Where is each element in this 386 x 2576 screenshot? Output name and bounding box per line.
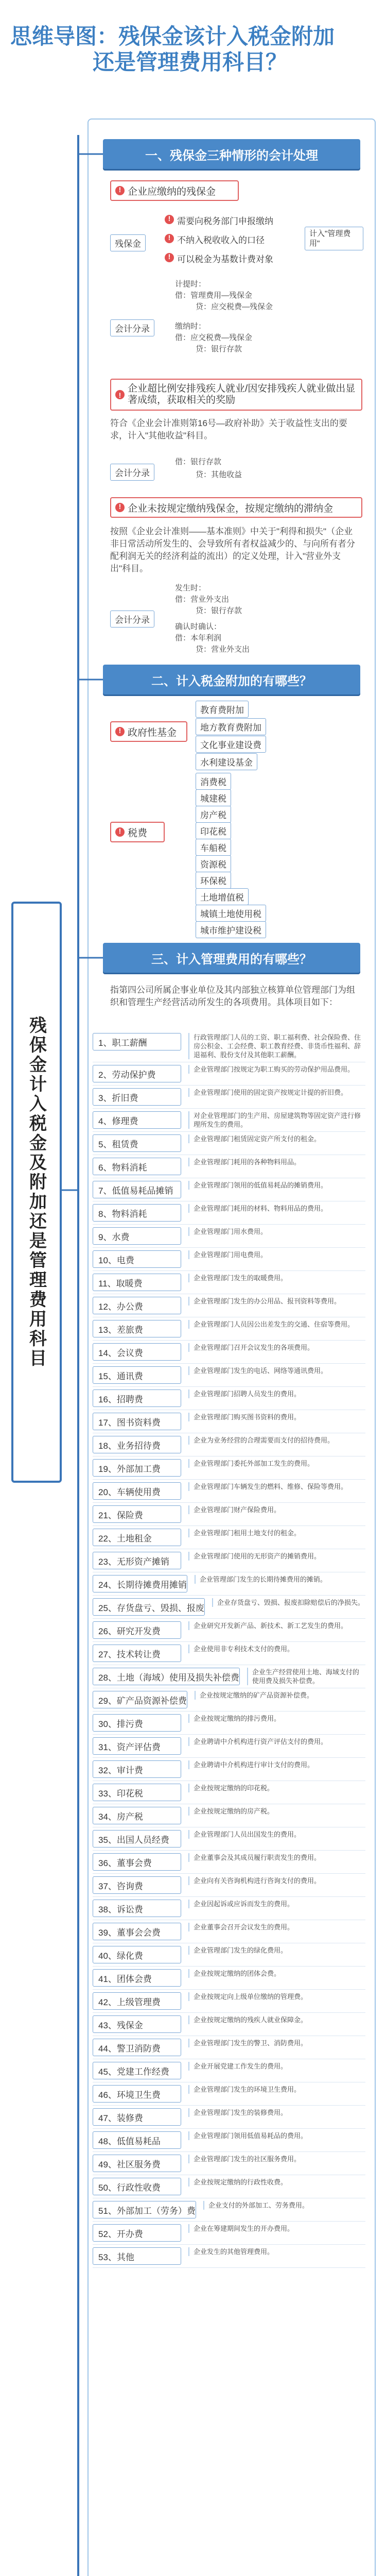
case-3-title: 企业未按规定缴纳残保金，按规定缴纳的滞纳金 (128, 503, 334, 514)
expense-item-row (93, 1132, 365, 1155)
root-node[interactable] (11, 902, 62, 1483)
expense-item-desc: 企业管理部门人员出国发生的费用。 (188, 1830, 365, 1839)
expense-item-row (93, 1225, 365, 1248)
expense-item-desc: 企业管理部门领用的低值易耗品的摊销费用。 (188, 1181, 365, 1190)
expense-item-desc: 企业研究开发新产品、新技术、新工艺发生的费用。 (188, 1621, 365, 1630)
expense-item-name[interactable]: 1、职工薪酬 (93, 1033, 181, 1050)
expense-item-row (93, 1920, 365, 1943)
expense-item-row (93, 1967, 365, 1990)
title-line-1: 思维导图：残保金该计入税金附加 (10, 24, 335, 48)
case-1-entry-2-2: 贷：银行存款 (196, 345, 242, 353)
expense-item-row (93, 1317, 365, 1341)
expense-item-name[interactable]: 17、图书资料费 (93, 1413, 181, 1430)
expense-item-desc: 企业管理部门领用低值易耗品的费用。 (188, 2131, 365, 2140)
case-1-title: 企业应缴纳的残保金 (128, 186, 216, 197)
expense-item-row (93, 2222, 365, 2245)
expense-item-name[interactable]: 31、资产评估费 (93, 1737, 181, 1755)
case-1-entry-2-1: 借：应交税费—残保金 (175, 333, 253, 342)
expense-item-name[interactable]: 6、物料消耗 (93, 1158, 181, 1175)
expense-item-name[interactable]: 35、出国人员经费 (93, 1830, 181, 1848)
expense-item-desc: 企业管理部门财产保险费用。 (188, 1505, 365, 1514)
expense-item-desc: 企业管理部门使用的固定资产按规定计提的折旧费。 (188, 1088, 365, 1097)
root-label: 残保金计入税金及附加还是管理费用科目 (26, 1016, 46, 1368)
case-1-title-box[interactable] (110, 180, 239, 201)
expense-item-name[interactable]: 30、排污费 (93, 1714, 181, 1732)
expense-item-row (93, 1990, 365, 2013)
case-3-entry-2-1: 借：本年利润 (175, 634, 222, 642)
expense-item-row (93, 1456, 365, 1480)
expense-item-name[interactable]: 2、劳动保护费 (93, 1065, 181, 1082)
tax-label: 税费 (128, 827, 148, 839)
expense-item-desc: 对企业管理部门的生产用、房屋建筑物等固定资产进行修理所发生的费用。 (188, 1111, 365, 1129)
expense-item-row (93, 2082, 365, 2106)
expense-item-desc: 企业管理部门使用的无形资产的摊销费用。 (188, 1552, 365, 1561)
expense-item-row (93, 2198, 365, 2222)
expense-item-desc: 企业按规定缴纳的团体会费。 (188, 1969, 365, 1978)
expense-item-name[interactable]: 16、招聘费 (93, 1389, 181, 1407)
expense-item-row (93, 2152, 365, 2175)
expense-item-name[interactable]: 26、研究开发费 (93, 1621, 181, 1639)
expense-item-desc: 企业管理部门发生的绿化费用。 (188, 1946, 365, 1955)
case-2-accounting[interactable]: 会计分录 (110, 464, 154, 481)
expense-item-row (93, 1062, 365, 1086)
expense-item-row (93, 1619, 365, 1642)
case-1-branch-2: !不纳入税收收入的口径 (165, 233, 265, 246)
expense-item-desc: 企业管理部门耗用的各种物料用品。 (188, 1158, 365, 1166)
expense-item-list (93, 1030, 365, 2268)
expense-item-name[interactable]: 14、会议费 (93, 1343, 181, 1361)
expense-item-row (93, 1248, 365, 1271)
expense-item-desc: 企业管理部门发生的警卫、消防费用。 (188, 2039, 365, 2047)
expense-item-row (93, 1549, 365, 1572)
expense-item-row (93, 1294, 365, 1317)
expense-item-name[interactable]: 7、低值易耗品摊销 (93, 1181, 181, 1198)
case-1-branch-1: !需要向税务部门申报缴纳 (165, 214, 273, 227)
warning-icon (115, 186, 125, 195)
expense-item-row (93, 1572, 365, 1596)
expense-item-row (93, 1665, 365, 1688)
expense-item-name[interactable]: 53、其他 (93, 2247, 181, 2265)
expense-item-row (93, 1526, 365, 1549)
expense-item-name[interactable]: 5、租赁费 (93, 1134, 181, 1152)
case-1-note: 计入"管理费用" (305, 227, 363, 250)
warning-icon (115, 503, 125, 512)
gov-fund-label: 政府性基金 (128, 727, 177, 738)
gov-fund-item: 水利建设基金 (196, 753, 257, 770)
expense-item-name[interactable]: 9、水费 (93, 1227, 181, 1245)
case-3-entry-1-1: 借：营业外支出 (175, 595, 230, 604)
case-1-accounting[interactable]: 会计分录 (110, 319, 154, 336)
expense-item-row (93, 1827, 365, 1851)
expense-item-name[interactable]: 41、团体会费 (93, 1969, 181, 1987)
expense-item-desc: 企业按规定向上级单位缴纳的管理费。 (188, 1992, 365, 2001)
warning-icon (115, 827, 125, 837)
expense-item-name[interactable]: 29、矿产品资源补偿费 (93, 1691, 187, 1708)
case-2-entry-0: 借：银行存款 (175, 457, 222, 466)
expense-item-row (93, 1897, 365, 1920)
expense-item-desc: 企业管理部门发生的办公用品、报刊资料等费用。 (188, 1297, 365, 1306)
expense-item-row (93, 2175, 365, 2198)
tax-item: 土地增值税 (196, 888, 249, 905)
expense-item-desc: 企业为业务经营的合理需要而支付的招待费用。 (188, 1436, 365, 1445)
expense-item-desc: 企业管理部门发生的电话、网络等通讯费用。 (188, 1366, 365, 1375)
expense-item-row (93, 1030, 365, 1062)
gov-fund-item: 地方教育费附加 (196, 718, 266, 735)
expense-item-row (93, 1758, 365, 1781)
gov-fund-item: 文化事业建设费 (196, 736, 266, 753)
warning-icon (115, 727, 125, 736)
expense-item-name[interactable]: 39、董事会会费 (93, 1923, 181, 1940)
warning-icon (165, 234, 174, 243)
expense-item-name[interactable]: 48、低值易耗品 (93, 2131, 181, 2149)
case-2-title: 企业超比例安排残疾人就业/因安排残疾人就业做出显著成绩，获取相关的奖励 (128, 383, 356, 405)
header (0, 0, 386, 77)
expense-item-row (93, 2013, 365, 2036)
expense-item-desc: 企业管理部门用电费用。 (188, 1250, 365, 1259)
expense-item-name[interactable]: 40、绿化费 (93, 1946, 181, 1963)
section-2-title[interactable]: 二、计入税金附加的有哪些？ (103, 665, 360, 694)
expense-item-name[interactable]: 45、党建工作经费 (93, 2062, 181, 2079)
expense-item-name[interactable]: 47、装修费 (93, 2108, 181, 2126)
expense-item-desc: 企业管理部门用水费用。 (188, 1227, 365, 1236)
expense-item-desc: 企业管理部门发生的长期待摊费用的摊销。 (195, 1575, 365, 1584)
expense-item-desc: 企业聘请中介机构进行审计支付的费用。 (188, 1760, 365, 1769)
expense-item-desc: 企业管理部门租赁固定资产所支付的租金。 (188, 1134, 365, 1143)
expense-item-name[interactable]: 44、警卫消防费 (93, 2039, 181, 2056)
expense-item-desc: 企业按规定缴纳的残疾人就业保障金。 (188, 2015, 365, 2024)
expense-item-name[interactable]: 52、开办费 (93, 2224, 181, 2242)
expense-item-name[interactable]: 23、无形资产摊销 (93, 1552, 181, 1569)
expense-item-name[interactable]: 12、办公费 (93, 1297, 181, 1314)
expense-item-desc: 企业存货盘亏、毁损、报废扣除赔偿后的净损失。 (212, 1598, 365, 1607)
expense-item-desc: 企业管理部门招聘人员发生的费用。 (188, 1389, 365, 1398)
expense-item-desc: 企业生产经营使用土地、海域支付的使用费及损失补偿费。 (247, 1668, 365, 1685)
expense-item-desc: 企业管理部门委托外部加工发生的费用。 (188, 1459, 365, 1468)
expense-item-name[interactable]: 13、差旅费 (93, 1320, 181, 1337)
section-3-intro: 指第四公司所属企事业单位及其内部独立核算单位管理部门为组织和管理生产经营活动所发生的各项费用。具体项目如下： (110, 985, 355, 1007)
expense-item-row (93, 1804, 365, 1827)
expense-item-row (93, 2245, 365, 2268)
expense-item-name[interactable]: 10、电费 (93, 1250, 181, 1268)
case-3-title-box[interactable] (110, 497, 362, 518)
expense-item-desc: 企业管理部门发生的装修费用。 (188, 2108, 365, 2117)
expense-item-name[interactable]: 4、修理费 (93, 1111, 181, 1129)
expense-item-name[interactable]: 15、通讯费 (93, 1366, 181, 1384)
expense-item-row (93, 1943, 365, 1967)
tax-item: 房产税 (196, 806, 231, 823)
expense-item-name[interactable]: 3、折旧费 (93, 1088, 181, 1106)
expense-item-name[interactable]: 42、上级管理费 (93, 1992, 181, 2010)
case-2-title-box[interactable] (110, 379, 362, 411)
case-1-entry-2-0: 缴纳时： (175, 322, 206, 331)
expense-item-row (93, 1341, 365, 1364)
warning-icon (165, 253, 174, 262)
expense-item-row (93, 1503, 365, 1526)
expense-item-row (93, 1596, 365, 1619)
expense-item-row (93, 1688, 365, 1711)
expense-item-name[interactable]: 33、印花税 (93, 1784, 181, 1801)
expense-item-name[interactable]: 49、社区服务费 (93, 2155, 181, 2172)
expense-item-desc: 企业向有关咨询机构进行咨询支付的费用。 (188, 1876, 365, 1885)
expense-item-desc: 企业按规定缴纳的房产税。 (188, 1807, 365, 1816)
expense-item-row (93, 1178, 365, 1201)
case-2-entry-1: 贷：其他收益 (196, 470, 242, 479)
expense-item-desc: 企业支付的外部加工、劳务费用。 (203, 2201, 365, 2210)
expense-item-name[interactable]: 8、物料消耗 (93, 1204, 181, 1222)
expense-item-row (93, 1410, 365, 1433)
expense-item-name[interactable]: 20、车辆使用费 (93, 1482, 181, 1500)
expense-item-row (93, 1364, 365, 1387)
warning-icon (115, 390, 125, 399)
expense-item-row (93, 1851, 365, 1874)
title-line-2: 还是管理费用科目？ (93, 50, 288, 74)
expense-item-desc: 企业管理部门召开会议发生的各项费用。 (188, 1343, 365, 1352)
expense-item-row (93, 1109, 365, 1132)
expense-item-desc: 企业按规定缴纳的行政性收费。 (188, 2178, 365, 2187)
expense-item-row (93, 1387, 365, 1410)
expense-item-desc: 企业管理部门车辆发生的燃料、维修、保险等费用。 (188, 1482, 365, 1491)
expense-item-row (93, 2059, 365, 2082)
expense-item-desc: 行政管理部门人员的工资、职工福利费、社会保险费、住房公积金、工会经费、职工教育经费、非货币性福利、辞退福利、股份支付及其他职工薪酬。 (188, 1033, 365, 1059)
gov-fund-item: 教育费附加 (196, 701, 249, 718)
expense-item-row (93, 2129, 365, 2152)
expense-item-name[interactable]: 11、取暖费 (93, 1274, 181, 1291)
expense-item-name[interactable]: 27、技术转让费 (93, 1645, 181, 1662)
expense-item-desc: 企业发生的其他管理费用。 (188, 2247, 365, 2256)
expense-item-desc: 企业管理部门按规定为职工购买的劳动保护用品费用。 (188, 1065, 365, 1074)
expense-item-desc: 企业按规定缴纳的矿产品资源补偿费。 (195, 1691, 365, 1700)
case-3-note: 按照《企业会计准则——基本准则》中关于"利得和损失"（企业非日常活动所发生的、会导致所有者权益减少的、与向所有者分配利润无关的经济利益的流出）的定义处理，计入"营业外支出"科目。 (110, 527, 355, 573)
tax-box[interactable] (110, 822, 165, 842)
expense-item-desc: 企业因起诉或应诉而发生的费用。 (188, 1900, 365, 1908)
tax-item: 城市维护建设税 (196, 921, 266, 938)
expense-item-row (93, 1086, 365, 1109)
expense-item-desc: 企业管理部门租用土地支付的租金。 (188, 1529, 365, 1537)
expense-item-row (93, 2036, 365, 2059)
expense-item-row (93, 1480, 365, 1503)
tax-item: 印花税 (196, 822, 231, 839)
expense-item-row (93, 1201, 365, 1225)
expense-item-desc: 企业管理部门购买图书资料的费用。 (188, 1413, 365, 1421)
expense-item-desc: 企业管理部门发生的社区服务费用。 (188, 2155, 365, 2163)
expense-item-name[interactable]: 34、房产税 (93, 1807, 181, 1824)
expense-item-desc: 企业管理部门发生的环境卫生费用。 (188, 2085, 365, 2094)
expense-item-row (93, 1711, 365, 1735)
warning-icon (165, 215, 174, 224)
expense-item-row (93, 1874, 365, 1897)
expense-item-desc: 企业管理部门耗用的材料、物料用品的费用。 (188, 1204, 365, 1213)
expense-item-name[interactable]: 24、长期待摊费用摊销 (93, 1575, 187, 1592)
expense-item-name[interactable]: 51、外部加工（劳务）费 (93, 2201, 196, 2218)
expense-item-row (93, 1433, 365, 1456)
expense-item-desc: 企业管理部门发生的取暖费用。 (188, 1274, 365, 1282)
tax-item: 城建税 (196, 789, 231, 806)
expense-item-name[interactable]: 37、咨询费 (93, 1876, 181, 1894)
expense-item-desc: 企业董事会召开会议发生的费用。 (188, 1923, 365, 1931)
case-1-entry-1-0: 计提时： (175, 280, 206, 289)
expense-item-desc: 企业开展党建工作发生的费用。 (188, 2062, 365, 2071)
expense-item-row (93, 1642, 365, 1665)
case-1-branch-3: !可以税金为基数计费对象 (165, 252, 273, 265)
expense-item-desc: 企业在筹建期间发生的开办费用。 (188, 2224, 365, 2233)
expense-item-name[interactable]: 36、董事会费 (93, 1853, 181, 1871)
expense-item-name[interactable]: 50、行政性收费 (93, 2178, 181, 2195)
expense-item-name[interactable]: 21、保险费 (93, 1505, 181, 1523)
expense-item-name[interactable]: 28、土地（海域）使用及损失补偿费 (93, 1668, 240, 1685)
case-3-entry-2-0: 确认时确认： (175, 622, 222, 631)
case-3-entry-1-2: 贷：银行存款 (196, 606, 242, 615)
tax-item: 车船税 (196, 839, 231, 856)
tax-item: 消费税 (196, 773, 231, 790)
tax-item: 资源税 (196, 855, 231, 872)
case-3-accounting[interactable]: 会计分录 (110, 611, 154, 628)
case-3-entry-1-0: 发生时： (175, 584, 206, 592)
tax-item: 环保税 (196, 872, 231, 889)
expense-item-row (93, 2106, 365, 2129)
section-3-title[interactable]: 三、计入管理费用的有哪些？ (103, 943, 360, 973)
expense-item-desc: 企业董事会及其成员履行职责发生的费用。 (188, 1853, 365, 1862)
case-2-note: 符合《企业会计准则第16号—政府补助》关于收益性支出的要求，计入"其他收益"科目。 (110, 418, 347, 440)
expense-item-name[interactable]: 18、业务招待费 (93, 1436, 181, 1453)
expense-item-name[interactable]: 22、土地租金 (93, 1529, 181, 1546)
expense-item-row (93, 1781, 365, 1804)
expense-item-name[interactable]: 38、诉讼费 (93, 1900, 181, 1917)
case-1-label[interactable]: 残保金 (110, 234, 146, 251)
expense-item-desc: 企业按规定缴纳的印花税。 (188, 1784, 365, 1792)
case-1-entry-1-1: 借：管理费用—残保金 (175, 291, 253, 300)
expense-item-desc: 企业管理部门人员因公出差发生的交通、住宿等费用。 (188, 1320, 365, 1329)
expense-item-desc: 企业按规定缴纳的排污费用。 (188, 1714, 365, 1723)
case-1-entry-1-2: 贷：应交税费—残保金 (196, 302, 273, 311)
case-3-entry-2-2: 贷：营业外支出 (196, 645, 250, 654)
tax-item: 城镇土地使用税 (196, 905, 266, 922)
expense-item-desc: 企业使用非专利技术支付的费用。 (188, 1645, 365, 1653)
section-1-title[interactable]: 一、残保金三种情形的会计处理 (103, 139, 360, 169)
spine-connector (77, 135, 79, 2576)
expense-item-name[interactable]: 25、存货盘亏、毁损、报废 (93, 1598, 205, 1616)
expense-item-desc: 企业聘请中介机构进行资产评估支付的费用。 (188, 1737, 365, 1746)
expense-item-row (93, 1155, 365, 1178)
expense-item-row (93, 1271, 365, 1294)
gov-fund-box[interactable] (110, 721, 187, 742)
expense-item-name[interactable]: 43、残保金 (93, 2015, 181, 2033)
expense-item-name[interactable]: 19、外部加工费 (93, 1459, 181, 1477)
expense-item-row (93, 1735, 365, 1758)
expense-item-name[interactable]: 46、环境卫生费 (93, 2085, 181, 2103)
expense-item-name[interactable]: 32、审计费 (93, 1760, 181, 1778)
